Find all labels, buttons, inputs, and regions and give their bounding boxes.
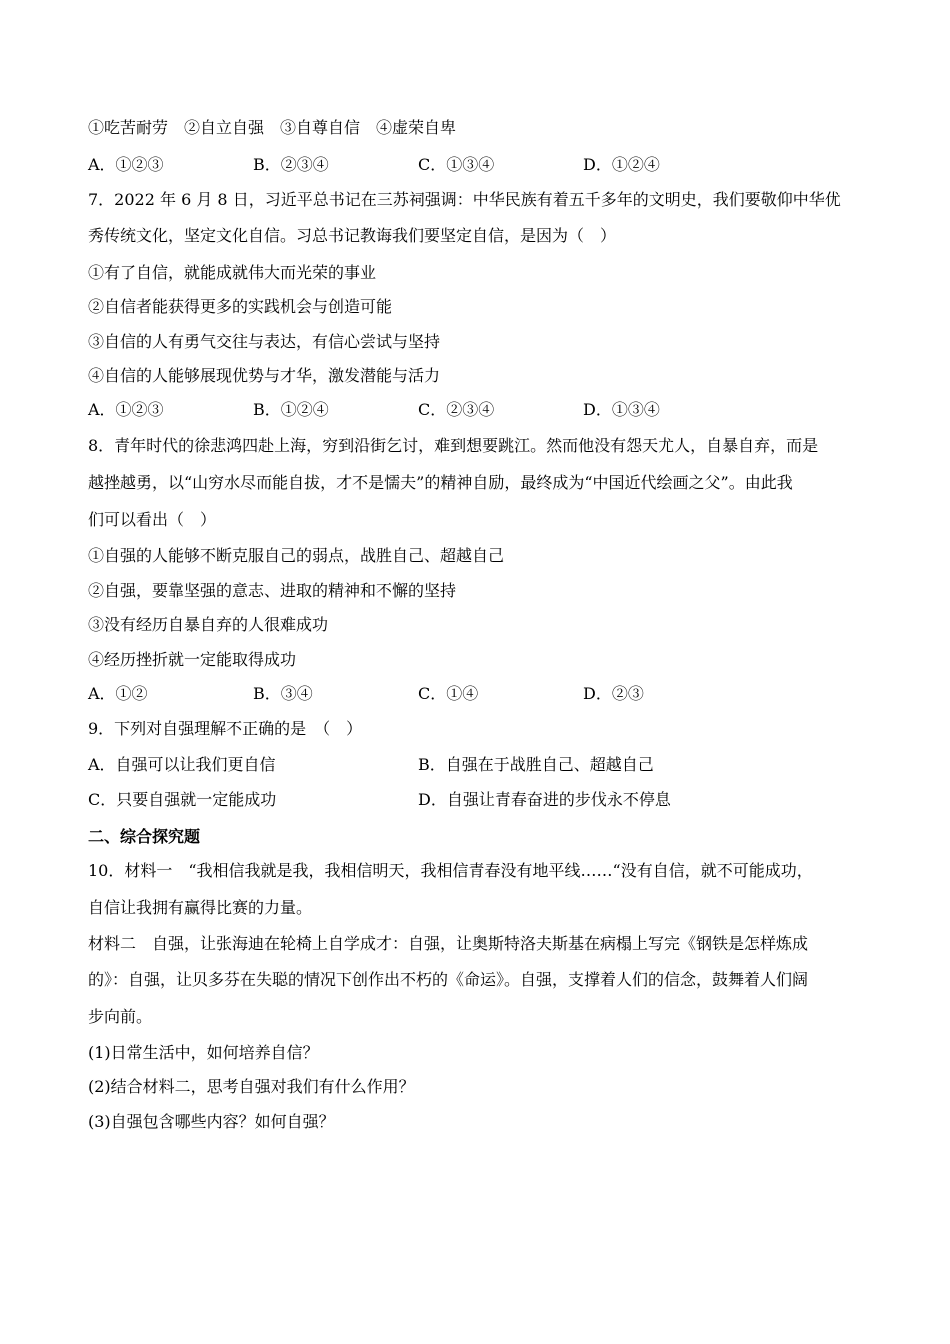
q9-option-c: C．只要自强就一定能成功 [88, 790, 277, 809]
q7-option-b: B．①②④ [253, 400, 329, 419]
q7-option-a: A．①②③ [88, 400, 164, 419]
q8-stem-line-3: 们可以看出（ ） [88, 510, 217, 529]
q8-stem-line-2: 越挫越勇，以“山穷水尽而能自拔，才不是懦夫”的精神自励，最终成为“中国近代绘画之父”。由此我 [88, 473, 793, 492]
q8-option-d: D．②③ [583, 684, 644, 703]
q10-material-2-line-2: 的》：自强，让贝多芬在失聪的情况下创作出不朽的《命运》。自强，支撑着人们的信念，鼓舞着人们阔 [88, 970, 809, 989]
q10-material-1-line-2: 自信让我拥有赢得比赛的力量。 [88, 898, 313, 917]
q9-stem: 9．下列对自强理解不正确的是 （ ） [88, 719, 363, 738]
q9-option-d: D．自强让青春奋进的步伐永不停息 [418, 790, 671, 809]
q6-option-b: B．②③④ [253, 155, 329, 174]
q10-material-2-line-1: 材料二 自强，让张海迪在轮椅上自学成才：自强，让奥斯特洛夫斯基在病榻上写完《钢铁是怎样炼成 [88, 934, 809, 953]
q8-item-2: ②自强，要靠坚强的意志、进取的精神和不懈的坚持 [88, 581, 457, 600]
q10-question-2: (2)结合材料二，思考自强对我们有什么作用？ [88, 1077, 415, 1096]
q9-option-a: A．自强可以让我们更自信 [88, 755, 276, 774]
q7-option-c: C．②③④ [418, 400, 495, 419]
q7-item-1: ①有了自信，就能成就伟大而光荣的事业 [88, 263, 377, 282]
q7-item-2: ②自信者能获得更多的实践机会与创造可能 [88, 297, 393, 316]
q6-option-c: C．①③④ [418, 155, 495, 174]
q8-option-b: B．③④ [253, 684, 313, 703]
q10-question-3: (3)自强包含哪些内容？如何自强？ [88, 1112, 335, 1131]
q8-option-a: A．①② [88, 684, 148, 703]
q9-option-b: B．自强在于战胜自己、超越自己 [418, 755, 654, 774]
q8-item-3: ③没有经历自暴自弃的人很难成功 [88, 615, 329, 634]
q6-items-line: ①吃苦耐劳 ②自立自强 ③自尊自信 ④虚荣自卑 [88, 118, 457, 137]
q7-stem-line-2: 秀传统文化，坚定文化自信。习总书记教诲我们要坚定自信，是因为（ ） [88, 226, 617, 245]
q8-item-1: ①自强的人能够不断克服自己的弱点，战胜自己、超越自己 [88, 546, 505, 565]
q7-option-d: D．①③④ [583, 400, 660, 419]
q8-stem-line-1: 8．青年时代的徐悲鸿四赴上海，穷到沿街乞讨，难到想要跳江。然而他没有怨天尤人，自暴自弃，而是 [88, 436, 819, 455]
q7-item-3: ③自信的人有勇气交往与表达，有信心尝试与坚持 [88, 332, 441, 351]
q7-stem-line-1: 7．2022 年 6 月 8 日，习近平总书记在三苏祠强调：中华民族有着五千多年的文明史，我们要敬仰中华优 [88, 190, 841, 209]
q7-item-4: ④自信的人能够展现优势与才华，激发潜能与活力 [88, 366, 441, 385]
q10-question-1: (1)日常生活中，如何培养自信？ [88, 1043, 319, 1062]
q10-material-2-line-3: 步向前。 [88, 1007, 153, 1026]
section-2-heading: 二、综合探究题 [88, 827, 201, 846]
q6-option-d: D．①②④ [583, 155, 660, 174]
q8-option-c: C．①④ [418, 684, 479, 703]
q10-material-1-line-1: 10．材料一 “我相信我就是我，我相信明天，我相信青春没有地平线……“没有自信，就不可能成功， [88, 861, 813, 880]
q8-item-4: ④经历挫折就一定能取得成功 [88, 650, 297, 669]
q6-option-a: A．①②③ [88, 155, 164, 174]
